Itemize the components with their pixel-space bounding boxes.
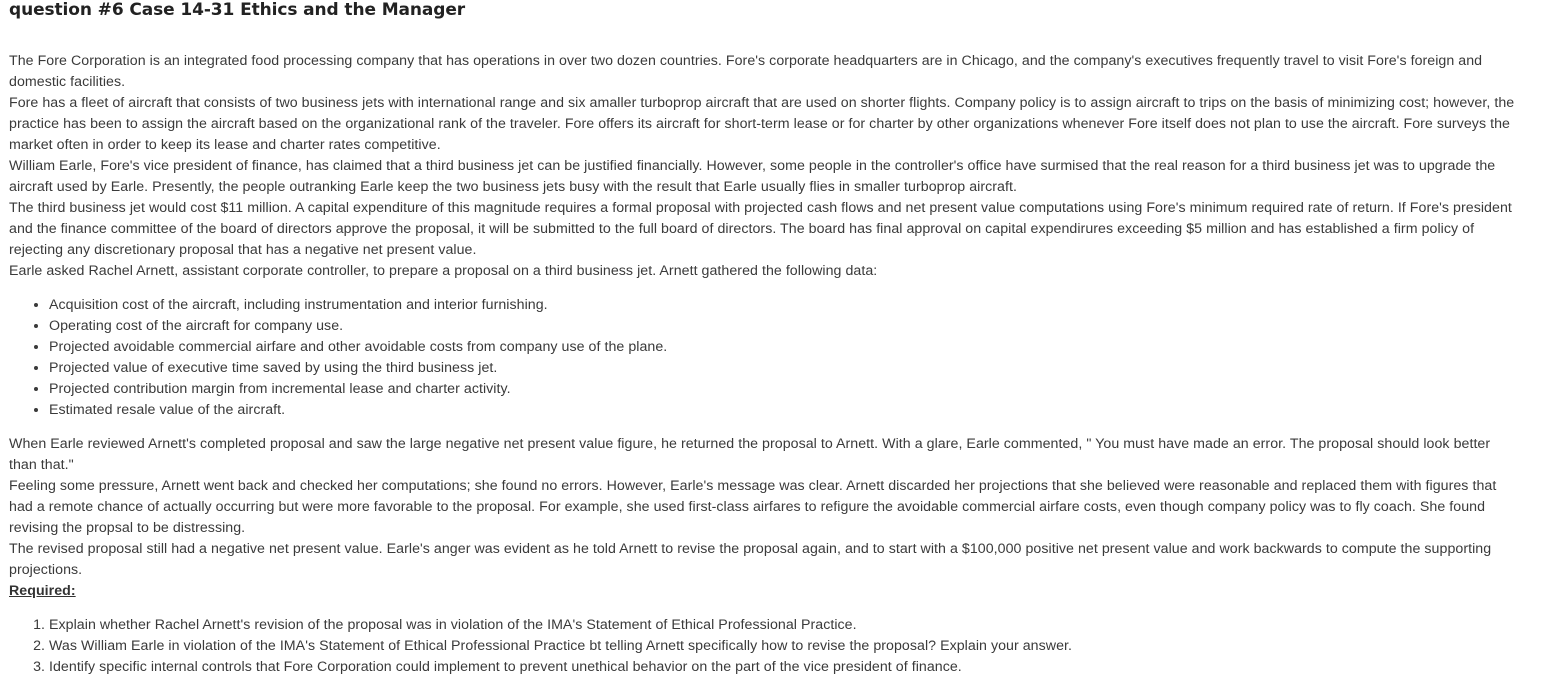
- question-item: 3. Identify specific internal controls that Fore Corporation could implement to prevent unethical behavior on the part of the vice president of finance.: [49, 657, 1521, 678]
- case-paragraph: The revised proposal still had a negative net present value. Earle's anger was evident as he told Arnett to revise the proposal again, and to start with a $100,000 positive net present value and work backwards to compute the supporting projections.: [9, 541, 1492, 578]
- question-title: question #6 Case 14-31 Ethics and the Manager: [9, 0, 466, 20]
- case-paragraph: Fore has a fleet of aircraft that consists of two business jets with international range and six amaller turboprop aircraft that are used on shorter flights. Company policy is to assign aircraft to trips on the basis of minimizing cost; however, the practice has been to assign the aircraft based on the organizational rank of the traveler. Fore offers its aircraft for short-term lease or for charter by other organizations whenever Fore itself does not plan to use the aircraft. Fore surveys the market often in order to keep its lease and charter rates competitive.: [9, 95, 1515, 153]
- list-item: • Operating cost of the aircraft for company use.: [49, 316, 1521, 337]
- case-paragraph: The Fore Corporation is an integrated food processing company that has operations in over two dozen countries. Fore's corporate headquarters are in Chicago, and the company's executives frequently travel to visit Fore's foreign and domestic facilities.: [9, 53, 1483, 90]
- list-item: • Estimated resale value of the aircraft.: [49, 400, 1521, 421]
- data-items-list: [9, 295, 1521, 421]
- case-paragraph: The third business jet would cost $11 million. A capital expenditure of this magnitude requires a formal proposal with projected cash flows and net present value computations using Fore's minimum required rate of return. If Fore's president and the finance committee of the board of directors approve the proposal, it will be submitted to the full board of directors. The board has final approval on capital expendirures exceeding $5 million and has established a firm policy of rejecting any discretionary proposal that has a negative net present value.: [9, 200, 1512, 258]
- question-item: 1. Explain whether Rachel Arnett's revision of the proposal was in violation of the IMA's Statement of Ethical Professional Practice.: [49, 615, 1521, 636]
- case-paragraph: When Earle reviewed Arnett's completed proposal and saw the large negative net present value figure, he returned the proposal to Arnett. With a glare, Earle commented, " You must have made an error. The proposal should look better than that.": [9, 436, 1491, 473]
- list-item: • Projected contribution margin from incremental lease and charter activity.: [49, 379, 1521, 400]
- list-item: • Projected avoidable commercial airfare and other avoidable costs from company use of the plane.: [49, 337, 1521, 358]
- list-item: • Projected value of executive time saved by using the third business jet.: [49, 358, 1521, 379]
- case-paragraph: Feeling some pressure, Arnett went back and checked her computations; she found no errors. However, Earle's message was clear. Arnett discarded her projections that she believed were reasonable and replaced them with figures that had a remote chance of actually occurring but were more favorable to the proposal. For example, she used first-class airfares to refigure the avoidable commercial airfare costs, even though company policy was to fly coach. She found revising the propsal to be distressing.: [9, 478, 1497, 536]
- required-label: Required:: [9, 583, 76, 599]
- questions-list: [9, 615, 1521, 678]
- case-paragraph: Earle asked Rachel Arnett, assistant corporate controller, to prepare a proposal on a third business jet. Arnett gathered the following data:: [9, 263, 878, 279]
- list-item: • Acquisition cost of the aircraft, including instrumentation and interior furnishing.: [49, 295, 1521, 316]
- case-paragraph: William Earle, Fore's vice president of finance, has claimed that a third business jet can be justified financially. However, some people in the controller's office have surmised that the real reason for a third business jet was to upgrade the aircraft used by Earle. Presently, the people outranking Earle keep the two business jets busy with the result that Earle usually flies in smaller turboprop aircraft.: [9, 158, 1496, 195]
- required-heading: [9, 581, 1521, 602]
- case-body: [9, 51, 1521, 678]
- question-item: 2. Was William Earle in violation of the IMA's Statement of Ethical Professional Practice bt telling Arnett specifically how to revise the proposal? Explain your answer.: [49, 636, 1521, 657]
